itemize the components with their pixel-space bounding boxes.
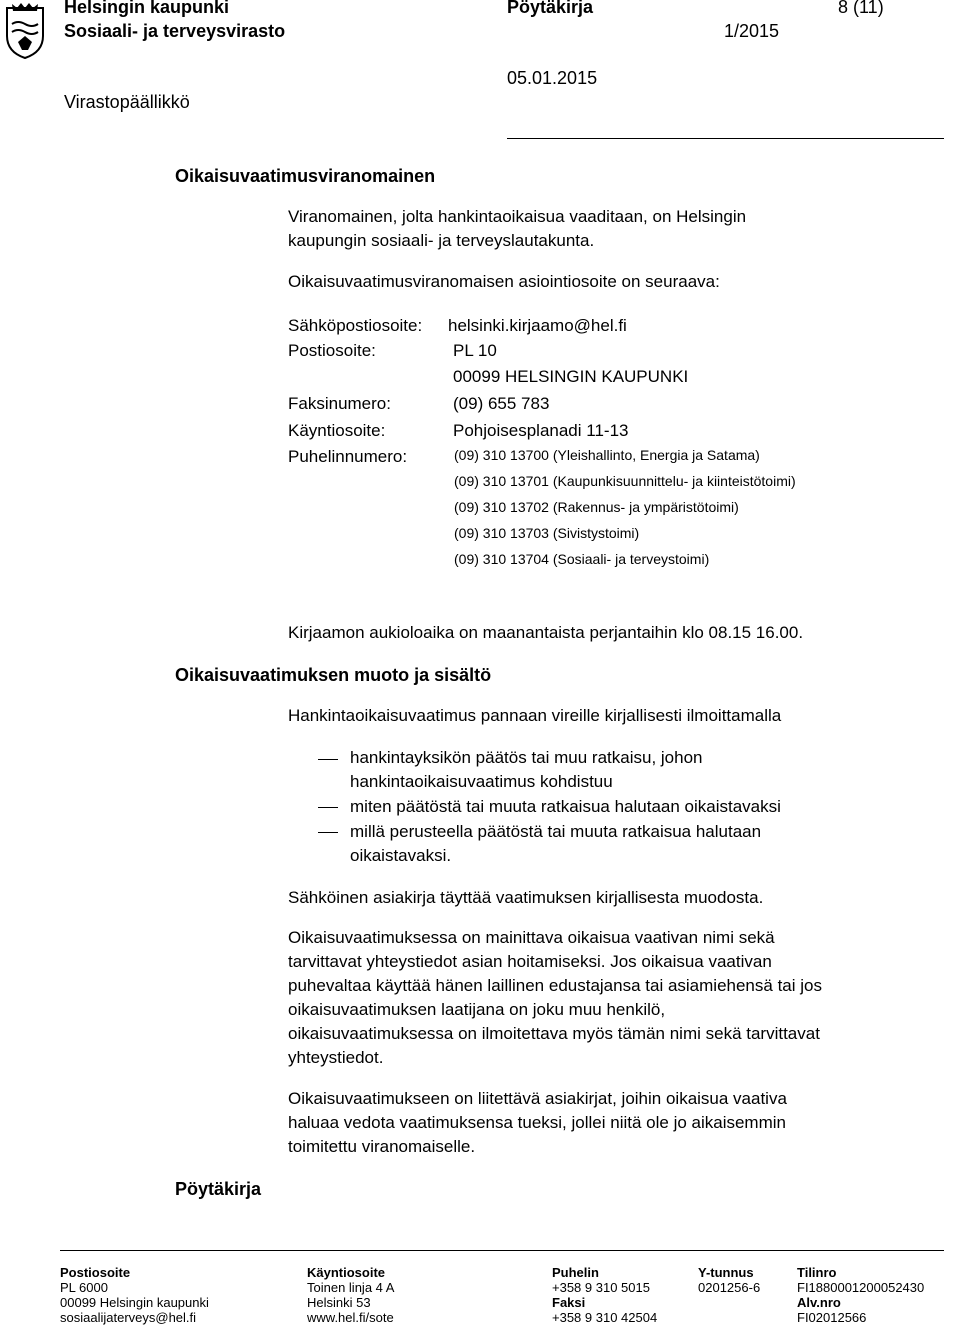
footer-value: +358 9 310 5015 — [552, 1280, 650, 1295]
page-number: 8 (11) — [838, 0, 884, 17]
footer-label: Puhelin — [552, 1265, 599, 1280]
footer-value: 00099 Helsingin kaupunki — [60, 1295, 209, 1310]
bullet-text: hankintayksikön päätös tai muu ratkaisu, johon — [350, 748, 703, 767]
email-label: Sähköpostiosoite: — [288, 316, 423, 335]
doc-type: Pöytäkirja — [507, 0, 594, 17]
org-name: Helsingin kaupunki — [64, 0, 230, 17]
footer-label: Y-tunnus — [698, 1265, 754, 1280]
footer-rule — [60, 1250, 944, 1251]
bullet-text: oikaistavaksi. — [350, 846, 452, 865]
phone-line: (09) 310 13704 (Sosiaali- ja terveystoimi) — [454, 551, 710, 567]
section-heading-form: Oikaisuvaatimuksen muoto ja sisältö — [175, 665, 492, 685]
postal-line1: PL 10 — [453, 341, 497, 360]
postal-label: Postiosoite: — [288, 341, 376, 360]
footer-column-postal — [60, 1265, 209, 1325]
footer-label: Faksi — [552, 1295, 586, 1310]
fax-value: (09) 655 783 — [453, 394, 550, 413]
phone-line: (09) 310 13703 (Sivistystoimi) — [454, 525, 640, 541]
visit-value: Pohjoisesplanadi 11-13 — [453, 421, 629, 440]
footer-value: FI1880001200052430 — [797, 1280, 925, 1295]
attach-paragraph-line: haluaa vedota vaatimuksensa tueksi, jollei niitä ole jo aikaisemmin — [288, 1113, 786, 1132]
department-name: Sosiaali- ja terveysvirasto — [64, 21, 286, 41]
doc-date: 05.01.2015 — [507, 68, 598, 88]
footer-value: Helsinki 53 — [307, 1295, 371, 1310]
phone-line: (09) 310 13700 (Yleishallinto, Energia ja Satama) — [454, 447, 760, 463]
name-paragraph-line: tarvittavat yhteystiedot asian hoitamiseksi. Jos oikaisua vaativan — [288, 952, 772, 971]
footer-value: PL 6000 — [60, 1280, 108, 1295]
footer-value: Toinen linja 4 A — [307, 1280, 395, 1295]
footer-value[interactable]: sosiaalijaterveys@hel.fi — [60, 1310, 197, 1325]
phone-line: (09) 310 13701 (Kaupunkisuunnittelu- ja kiinteistötoimi) — [454, 473, 796, 489]
bullet-text: miten päätöstä tai muuta ratkaisua halutaan oikaistavaksi — [350, 797, 781, 816]
phone-label: Puhelinnumero: — [288, 447, 408, 466]
name-paragraph-line: oikaisuvaatimuksessa on ilmoitettava myös tämän nimi sekä tarvittavat — [288, 1024, 820, 1043]
section-heading-minutes: Pöytäkirja — [175, 1179, 262, 1199]
bullet-dash — [318, 807, 338, 808]
footer-column-phone — [552, 1265, 657, 1325]
name-paragraph-line: Oikaisuvaatimuksessa on mainittava oikaisua vaativan nimi sekä — [288, 928, 775, 947]
attach-paragraph-line: Oikaisuvaatimukseen on liitettävä asiakirjat, joihin oikaisua vaativa — [288, 1089, 787, 1108]
footer-label: Tilinro — [797, 1265, 837, 1280]
form-intro: Hankintaoikaisuvaatimus pannaan vireille kirjallisesti ilmoittamalla — [288, 706, 782, 725]
contact-intro: Oikaisuvaatimusviranomaisen asiointiosoite on seuraava: — [288, 272, 720, 291]
section-heading-authority: Oikaisuvaatimusviranomainen — [175, 166, 436, 186]
authority-paragraph-line2: kaupungin sosiaali- ja terveyslautakunta. — [288, 231, 595, 250]
email-value[interactable]: helsinki.kirjaamo@hel.fi — [448, 316, 627, 335]
header-rule — [507, 138, 944, 139]
bullet-text: hankintaoikaisuvaatimus kohdistuu — [350, 772, 613, 791]
bullet-text: millä perusteella päätöstä tai muuta ratkaisua halutaan — [350, 822, 762, 841]
footer-column-account — [797, 1265, 924, 1325]
name-paragraph-line: oikaisuvaatimuksen laatijana on joku muu henkilö, — [288, 1000, 666, 1019]
authority-paragraph-line1: Viranomainen, jolta hankintaoikaisua vaaditaan, on Helsingin — [288, 207, 747, 226]
bullet-dash — [318, 832, 338, 833]
visit-label: Käyntiosoite: — [288, 421, 386, 440]
footer-label: Postiosoite — [60, 1265, 131, 1280]
footer-value[interactable]: www.hel.fi/sote — [307, 1310, 394, 1325]
fax-label: Faksinumero: — [288, 394, 391, 413]
phone-line: (09) 310 13702 (Rakennus- ja ympäristötoimi) — [454, 499, 739, 515]
footer-value: +358 9 310 42504 — [552, 1310, 658, 1325]
electronic-doc-paragraph: Sähköinen asiakirja täyttää vaatimuksen kirjallisesta muodosta. — [288, 888, 764, 907]
name-paragraph-line: yhteystiedot. — [288, 1048, 384, 1067]
footer-label: Käyntiosoite — [307, 1265, 386, 1280]
name-paragraph-line: puhevaltaa käyttää hänen laillinen edustajansa tai asiamiehensä tai jos — [288, 976, 822, 995]
role-name: Virastopäällikkö — [64, 92, 190, 112]
footer-column-visit — [307, 1265, 394, 1325]
attach-paragraph-line: toimitettu viranomaiselle. — [288, 1137, 476, 1156]
doc-number: 1/2015 — [724, 21, 780, 41]
bullet-dash — [318, 759, 338, 760]
postal-line2: 00099 HELSINGIN KAUPUNKI — [453, 367, 689, 386]
footer-column-business-id — [698, 1265, 760, 1295]
footer-label: Alv.nro — [797, 1295, 841, 1310]
coat-of-arms-logo — [4, 2, 46, 60]
footer-value: FI02012566 — [797, 1310, 867, 1325]
office-hours: Kirjaamon aukioloaika on maanantaista perjantaihin klo 08.15 16.00. — [288, 623, 804, 642]
footer-value: 0201256-6 — [698, 1280, 761, 1295]
